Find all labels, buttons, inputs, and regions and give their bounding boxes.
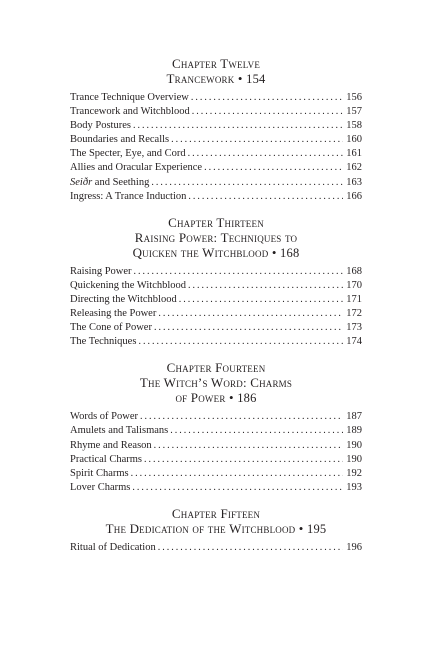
dot-leader — [131, 467, 344, 481]
toc-entry[interactable]: The Specter, Eye, and Cord . . . 161 — [70, 147, 362, 161]
chapter-title: The Dedication of the Witchblood • 195 — [105, 520, 327, 536]
entry-page-number: 156 — [346, 92, 362, 103]
chapter-title-continued: Quicken the Witchblood • 168 — [132, 244, 300, 260]
entry-page-number: 196 — [346, 541, 362, 553]
dot-leader — [188, 190, 343, 204]
dot-leader — [144, 453, 343, 467]
toc-entry[interactable]: Allies and Oracular Experience . . . 162 — [70, 161, 362, 175]
entry-page-number: 160 — [346, 134, 362, 146]
chapter-fourteen — [70, 360, 362, 495]
toc-entry[interactable]: Body Postures . . . 158 — [70, 119, 362, 133]
chapter-label: Chapter Fourteen — [166, 360, 266, 376]
toc-entry[interactable]: Trancework and Witchblood . . . 157 — [70, 105, 362, 119]
entry-list — [70, 541, 362, 555]
chapter-label: Chapter Fifteen — [171, 505, 261, 521]
entry-page-number: 158 — [346, 120, 362, 132]
entry-page-number: 192 — [346, 467, 362, 479]
dot-leader — [188, 279, 343, 293]
dot-leader — [192, 105, 344, 119]
chapter-heading — [70, 506, 362, 537]
chapter-title: Trancework • 154 — [166, 71, 266, 86]
chapter-twelve — [70, 56, 362, 204]
entry-page-number: 193 — [346, 481, 362, 493]
toc-entry[interactable]: Lover Charms . . . 193 — [70, 481, 362, 495]
chapter-page-number: 154 — [246, 72, 266, 86]
dot-leader — [154, 439, 344, 453]
entry-page-number: 161 — [346, 148, 362, 160]
chapter-title: Raising Power: Techniques to — [134, 229, 298, 245]
toc-entry[interactable]: Rhyme and Reason . . . 190 — [70, 439, 362, 453]
entry-page-number: 171 — [346, 293, 362, 305]
dot-leader — [170, 424, 343, 438]
dot-leader — [134, 265, 344, 279]
entry-page-number: 190 — [346, 453, 362, 465]
chapter-heading — [70, 360, 362, 406]
chapter-page-number: 186 — [237, 391, 257, 406]
entry-list — [70, 91, 362, 204]
chapter-page-number: 168 — [280, 245, 300, 260]
toc-entry[interactable]: Ritual of Dedication . . . 196 — [70, 541, 362, 555]
toc-entry[interactable]: Trance Technique Overview . . . 156 — [70, 91, 362, 105]
dot-leader — [188, 147, 344, 161]
chapter-title: The Witch’s Word: Charms — [139, 375, 293, 391]
entry-page-number: 170 — [346, 279, 362, 291]
toc-entry[interactable]: Words of Power . . . 187 — [70, 410, 362, 424]
toc-entry[interactable]: Quickening the Witchblood . . . 170 — [70, 279, 362, 293]
entry-page-number: 166 — [346, 190, 362, 202]
dot-leader — [204, 161, 343, 175]
chapter-title-continued: of Power • 186 — [175, 390, 257, 406]
dot-leader — [138, 335, 343, 349]
entry-list — [70, 265, 362, 350]
dot-leader — [179, 293, 344, 307]
toc-entry[interactable]: Spirit Charms . . . 192 — [70, 467, 362, 481]
entry-page-number: 172 — [346, 308, 362, 320]
toc-entry[interactable]: The Techniques . . . 174 — [70, 335, 362, 349]
entry-page-number: 163 — [346, 176, 362, 188]
dot-leader — [140, 410, 343, 424]
chapter-label: Chapter Thirteen — [168, 214, 264, 230]
chapter-fifteen — [70, 506, 362, 555]
chapter-heading — [70, 215, 362, 261]
table-of-contents — [70, 56, 362, 555]
toc-entry[interactable]: Amulets and Talismans . . . 189 — [70, 424, 362, 438]
dot-leader — [158, 541, 344, 555]
toc-entry[interactable]: Seiðr and Seething . . . 163 — [70, 176, 362, 190]
dot-leader — [151, 176, 343, 190]
toc-entry[interactable]: Releasing the Power . . . 172 — [70, 307, 362, 321]
chapter-heading — [70, 56, 362, 87]
toc-entry[interactable]: The Cone of Power . . . 173 — [70, 321, 362, 335]
toc-entry[interactable]: Directing the Witchblood . . . 171 — [70, 293, 362, 307]
dot-leader — [154, 321, 343, 335]
entry-page-number: 174 — [346, 336, 362, 348]
entry-page-number: 168 — [346, 265, 362, 277]
chapter-page-number: 195 — [307, 521, 327, 536]
entry-page-number: 187 — [346, 411, 362, 423]
dot-leader — [133, 119, 343, 133]
toc-entry[interactable]: Raising Power . . . 168 — [70, 265, 362, 279]
entry-page-number: 162 — [346, 162, 362, 174]
dot-leader — [171, 133, 343, 147]
entry-page-number: 173 — [346, 322, 362, 334]
dot-leader — [158, 307, 343, 321]
chapter-label: Chapter Twelve — [171, 56, 261, 71]
entry-page-number: 190 — [346, 439, 362, 451]
chapter-thirteen — [70, 215, 362, 350]
entry-page-number: 157 — [346, 106, 362, 118]
dot-leader — [132, 481, 343, 495]
toc-entry[interactable]: Ingress: A Trance Induction . . . 166 — [70, 190, 362, 204]
toc-entry[interactable]: Practical Charms . . . 190 — [70, 453, 362, 467]
dot-leader — [191, 91, 343, 105]
entry-list — [70, 410, 362, 495]
entry-page-number: 189 — [346, 425, 362, 437]
toc-entry[interactable]: Boundaries and Recalls . . . 160 — [70, 133, 362, 147]
